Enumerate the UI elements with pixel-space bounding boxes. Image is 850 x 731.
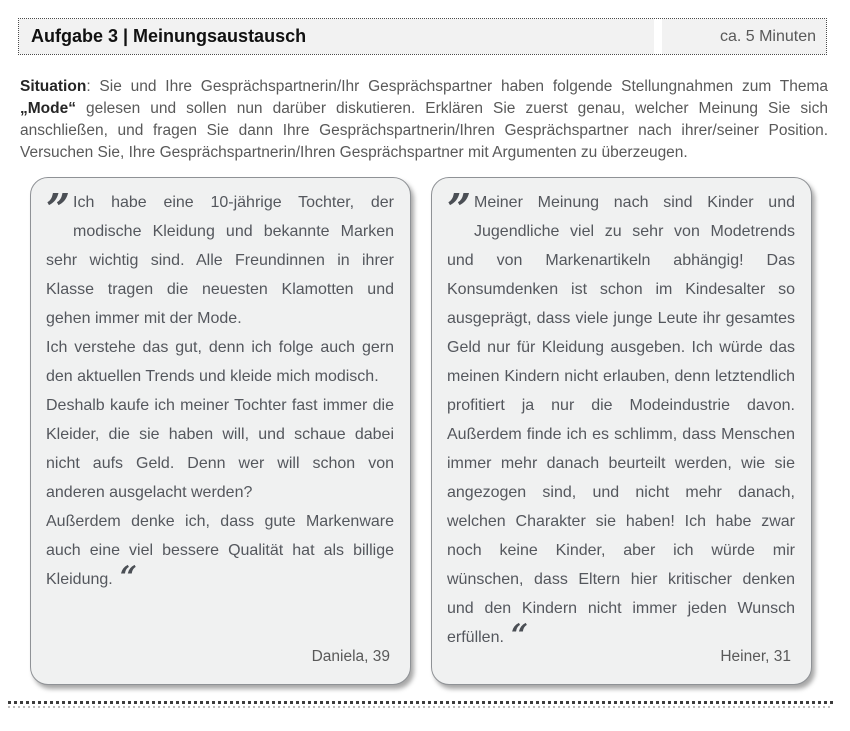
quote-text: Meiner Meinung nach sind Kinder und Jugendliche viel zu sehr von Modetrends und von Markenartikeln abhängig! Das Konsumdenken ist schon im Kindesalter so ausgeprägt, dass viele junge Leute ihr gesamtes Geld nur für Kleidung ausgeben. Ich würde das meinen Kindern nicht erlauben, denn letztendlich profitiert ja nur die Modeindustrie davon. Außerdem finde ich es schlimm, dass Menschen immer mehr danach beurteilt werden, wie sie angezogen sind, und nicht mehr danach, welchen Charakter sie haben! Ich habe zwar noch keine Kinder, aber ich würde mir wünschen, dass Eltern hier kritischer denken und den Kindern nicht immer jeden Wunsch erfüllen.	[447, 194, 795, 646]
page-title: Aufgabe 3 | Meinungsaustausch	[31, 26, 307, 46]
bottom-dotted-rule	[8, 701, 833, 704]
quote-card-daniela	[30, 177, 411, 685]
bottom-dotted-rule-faint	[8, 706, 833, 708]
quote-paragraph: Deshalb kaufe ich meiner Tochter fast immer die Kleider, die sie haben will, und schaue dabei nicht aufs Geld. Denn wer will schon von anderen ausgelacht werden?	[46, 397, 394, 501]
worksheet-page	[0, 18, 850, 708]
quote-paragraph	[46, 507, 394, 594]
close-quote-icon: “	[510, 618, 529, 653]
quote-paragraph	[46, 185, 394, 333]
duration-label: ca. 5 Minuten	[719, 27, 816, 45]
open-quote-icon: ”	[447, 185, 472, 234]
author-name: Daniela, 39	[311, 648, 390, 665]
quote-text: Ich habe eine 10-jährige Tochter, der modische Kleidung und bekannte Marken sehr wichtig sind. Alle Freundinnen in ihrer Klasse tragen die neuesten Klamotten und gehen immer mit der Mode.	[46, 194, 394, 327]
quote-paragraph: Ich verstehe das gut, denn ich folge auch gern den aktuellen Trends und kleide mich modisch.	[46, 339, 394, 385]
quote-paragraph	[447, 185, 795, 653]
situation-rest-text: gelesen und sollen nun darüber diskutieren. Erklären Sie zuerst genau, welcher Meinung Sie sich anschließen, und fragen Sie dann Ihre Gesprächspartnerin/Ihren Gesprächspartner nach ihrer/seiner Position. Versuchen Sie, Ihre Gesprächspartnerin/Ihren Gesprächspartner mit Argumenten zu überzeugen.	[20, 100, 828, 161]
task-header-left	[19, 19, 654, 54]
task-header-right	[662, 19, 826, 54]
situation-paragraph	[20, 76, 828, 164]
author-name: Heiner, 31	[720, 648, 791, 665]
situation-label: Situation	[20, 78, 87, 95]
task-header	[18, 18, 827, 55]
situation-topic: „Mode“	[20, 100, 76, 117]
close-quote-icon: “	[119, 560, 137, 595]
quote-text: Außerdem denke ich, dass gute Markenware auch eine viel bessere Qualität hat als billige Kleidung.	[46, 513, 394, 588]
opinion-cards	[30, 177, 812, 685]
situation-intro-text: : Sie und Ihre Gesprächspartnerin/Ihr Gesprächspartner haben folgende Stellungnahmen zum Thema	[86, 78, 828, 95]
quote-card-heiner	[431, 177, 812, 685]
header-divider	[654, 19, 662, 54]
open-quote-icon: ”	[46, 185, 71, 234]
